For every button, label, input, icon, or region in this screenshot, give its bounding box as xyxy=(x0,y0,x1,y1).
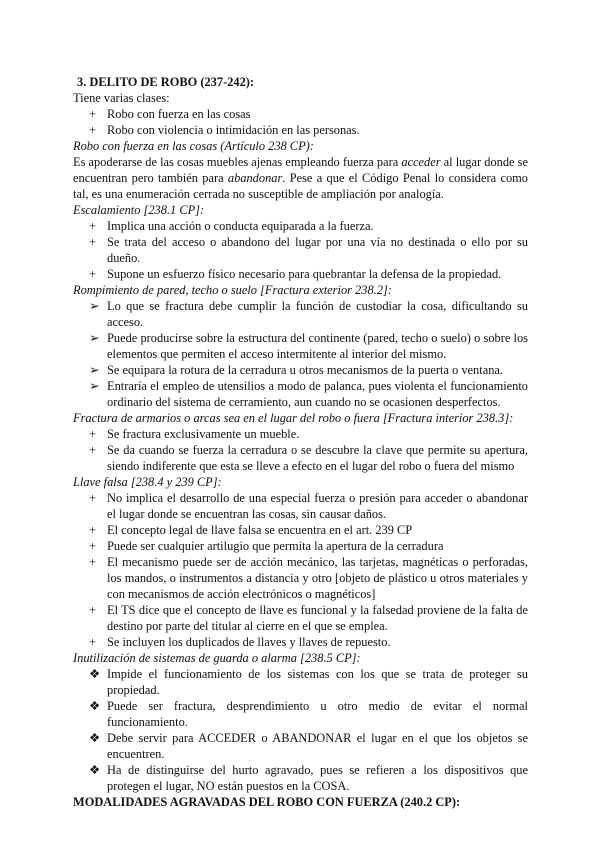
list-item xyxy=(73,730,528,762)
list-item-text: Debe servir para ACCEDER o ABANDONAR el lugar en el que los objetos se encuentren. xyxy=(107,731,528,761)
list-item-text: Ha de distinguirse del hurto agravado, pues se refieren a los dispositivos que protegen el lugar, NO están puestos en la COSA. xyxy=(107,763,528,793)
diamond-bullet-icon: ❖ xyxy=(89,699,101,713)
list-item-text: No implica el desarrollo de una especial fuerza o presión para acceder o abandonar el lugar donde se encuentran las cosas, sin causar daños. xyxy=(107,491,528,521)
list-item-text: Supone un esfuerzo físico necesario para quebrantar la defensa de la propiedad. xyxy=(107,267,502,281)
plus-bullet-icon: + xyxy=(89,443,96,457)
plus-bullet-icon: + xyxy=(89,107,96,121)
subheading-rompimiento: Rompimiento de pared, techo o suelo [Fractura exterior 238.2]: xyxy=(73,283,392,297)
list-item-text: Lo que se fractura debe cumplir la función de custodiar la cosa, dificultando su acceso. xyxy=(107,299,528,329)
emphasis: acceder xyxy=(401,155,441,169)
list-item-text: Se trata del acceso o abandono del lugar por una vía no destinada o ello por su dueño. xyxy=(107,235,528,265)
diamond-bullet-icon: ❖ xyxy=(89,731,101,745)
plus-bullet-icon: + xyxy=(89,235,96,249)
arrow-bullet-icon: ➢ xyxy=(89,331,100,345)
inutilizacion-list xyxy=(73,666,528,794)
list-item xyxy=(73,490,528,522)
subheading-robo-fuerza: Robo con fuerza en las cosas (Artículo 238 CP): xyxy=(73,139,314,153)
plus-bullet-icon: + xyxy=(89,635,96,649)
list-item-text: El TS dice que el concepto de llave es funcional y la falsedad proviene de la falta de destino por parte del titular al cierre en el que se emplea. xyxy=(107,603,528,633)
list-item xyxy=(73,298,528,330)
plus-bullet-icon: + xyxy=(89,123,96,137)
subheading-llave-falsa: Llave falsa [238.4 y 239 CP]: xyxy=(73,475,222,489)
list-item xyxy=(73,330,528,362)
arrow-bullet-icon: ➢ xyxy=(89,363,100,377)
rompimiento-list xyxy=(73,298,528,410)
escalamiento-list xyxy=(73,218,528,282)
emphasis: abandonar xyxy=(227,171,283,185)
list-item-text: Se fractura exclusivamente un mueble. xyxy=(107,427,300,441)
fractura-interior-list xyxy=(73,426,528,474)
list-item-text: El mecanismo puede ser de acción mecánico, las tarjetas, magnéticas o perforadas, los mandos, o instrumentos a distancia y otro [objeto de plástico u otros materiales y con mecanismos de acción electrónicos o magnéticos] xyxy=(107,555,528,601)
list-item xyxy=(73,698,528,730)
plus-bullet-icon: + xyxy=(89,555,96,569)
definition-paragraph xyxy=(73,154,528,202)
list-item-text: Se da cuando se fuerza la cerradura o se descubre la clave que permite su apertura, siendo indiferente que esta se lleve a efecto en el lugar del robo o fuera del mismo xyxy=(107,443,528,473)
list-item xyxy=(73,602,528,634)
list-item-text: Puede ser fractura, desprendimiento u otro medio de evitar el normal funcionamiento. xyxy=(107,699,528,729)
diamond-bullet-icon: ❖ xyxy=(89,667,101,681)
list-item xyxy=(73,378,528,410)
plus-bullet-icon: + xyxy=(89,539,96,553)
list-item xyxy=(73,266,528,282)
list-item xyxy=(73,538,528,554)
list-item xyxy=(73,218,528,234)
arrow-bullet-icon: ➢ xyxy=(89,379,100,393)
plus-bullet-icon: + xyxy=(89,491,96,505)
list-item-text: Robo con violencia o intimidación en las personas. xyxy=(107,123,360,137)
subheading-inutilizacion: Inutilización de sistemas de guarda o alarma [238.5 CP]: xyxy=(73,651,361,665)
list-item xyxy=(73,522,528,538)
list-item-text: Robo con fuerza en las cosas xyxy=(107,107,251,121)
list-item-text: Implica una acción o conducta equiparada a la fuerza. xyxy=(107,219,374,233)
section-title: 3. DELITO DE ROBO (237-242): xyxy=(77,75,255,89)
list-item xyxy=(73,554,528,602)
list-item xyxy=(73,634,528,650)
text: al lugar donde se encuentran pero también para xyxy=(73,155,528,185)
list-item-text: Entraría el empleo de utensilios a modo de palanca, pues violenta el funcionamiento ordinario del sistema de cerramiento, aun cuando no se ocasionen desperfectos. xyxy=(107,379,528,409)
plus-bullet-icon: + xyxy=(89,427,96,441)
list-item xyxy=(73,442,528,474)
diamond-bullet-icon: ❖ xyxy=(89,763,101,777)
text: . Pese a que el Código Penal lo considera como tal, es una enumeración cerrada no susceptible de ampliación por analogía. xyxy=(73,171,528,201)
list-item xyxy=(73,666,528,698)
list-item xyxy=(73,106,528,122)
plus-bullet-icon: + xyxy=(89,523,96,537)
text: Es apoderarse de las cosas muebles ajenas empleando fuerza para xyxy=(73,155,402,169)
list-item xyxy=(73,762,528,794)
list-item xyxy=(73,362,528,378)
subheading-fractura-interior: Fractura de armarios o arcas sea en el lugar del robo o fuera [Fractura interior 238.3]: xyxy=(73,411,514,425)
list-item xyxy=(73,234,528,266)
list-item-text: Puede producirse sobre la estructura del continente (pared, techo o suelo) o sobre los elementos que permiten el acceso intermitente al interior del mismo. xyxy=(107,331,528,361)
list-item-text: Se incluyen los duplicados de llaves y llaves de repuesto. xyxy=(107,635,391,649)
llave-falsa-list xyxy=(73,490,528,650)
section-title-modalidades: MODALIDADES AGRAVADAS DEL ROBO CON FUERZA (240.2 CP): xyxy=(73,795,461,809)
intro-text: Tiene varias clases: xyxy=(73,91,170,105)
document-page xyxy=(73,74,528,810)
plus-bullet-icon: + xyxy=(89,603,96,617)
arrow-bullet-icon: ➢ xyxy=(89,299,100,313)
subheading-escalamiento: Escalamiento [238.1 CP]: xyxy=(73,203,205,217)
list-item-text: Impide el funcionamiento de los sistemas con los que se trata de proteger su propiedad. xyxy=(107,667,528,697)
list-item-text: Puede ser cualquier artilugio que permita la apertura de la cerradura xyxy=(107,539,444,553)
classes-list xyxy=(73,106,528,138)
list-item xyxy=(73,122,528,138)
plus-bullet-icon: + xyxy=(89,267,96,281)
plus-bullet-icon: + xyxy=(89,219,96,233)
list-item xyxy=(73,426,528,442)
list-item-text: El concepto legal de llave falsa se encuentra en el art. 239 CP xyxy=(107,523,413,537)
list-item-text: Se equipara la rotura de la cerradura u otros mecanismos de la puerta o ventana. xyxy=(107,363,503,377)
